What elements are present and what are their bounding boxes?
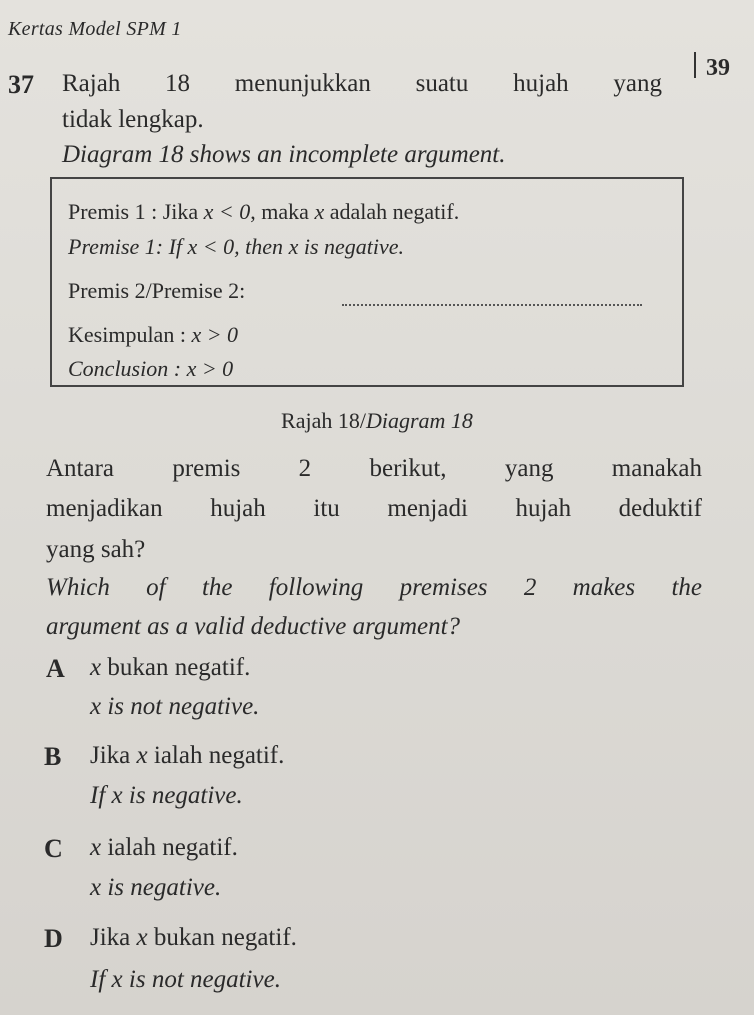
option-b-ms-var: x (136, 742, 148, 769)
option-d-letter: D (44, 924, 63, 953)
option-c-letter: C (44, 834, 63, 863)
option-d-ms-var: x (136, 924, 148, 951)
conclusion-ms (68, 322, 238, 348)
prompt-en-line1: Which of the following premises 2 makes the (46, 574, 702, 601)
premise2-label: Premis 2/Premise 2: (68, 278, 246, 303)
option-d-en-text: is not negative. (128, 966, 281, 993)
option-a-en-text: is not negative. (107, 693, 260, 720)
option-d-ms-text: bukan negatif. (153, 924, 297, 951)
premise1-en-end: is negative. (303, 234, 405, 259)
premise1-en (68, 234, 404, 260)
option-c-ms-text: ialah negatif. (107, 834, 238, 861)
option-b-ms-text: ialah negatif. (153, 742, 285, 769)
option-b-en-text: is negative. (128, 782, 243, 809)
question-number: 37 (8, 70, 34, 99)
premise1-ms-then: , maka (250, 199, 309, 224)
premise1-ms (68, 199, 459, 225)
premise1-ms-end: adalah negatif. (329, 199, 460, 224)
option-d-ms-pre: Jika (90, 924, 131, 951)
option-a-ms (90, 654, 250, 682)
premise1-ms-condition: x < 0 (203, 199, 251, 224)
conclusion-ms-label: Kesimpulan : (68, 322, 186, 347)
option-b-en (90, 782, 243, 810)
diagram-caption (0, 408, 754, 434)
caption-en: Diagram 18 (365, 408, 473, 433)
option-b-ms (90, 742, 284, 770)
margin-divider (694, 52, 696, 78)
premise1-ms-variable: x (314, 199, 325, 224)
option-a-en (90, 693, 259, 721)
question-intro-ms-line1: Rajah 18 menunjukkan suatu hujah yang (62, 70, 662, 97)
option-c-en (90, 874, 221, 902)
conclusion-ms-value: x > 0 (191, 322, 239, 347)
conclusion-en (68, 356, 233, 382)
option-c-en-text: is negative. (107, 874, 222, 901)
prompt-en-line2: argument as a valid deductive argument? (46, 613, 461, 640)
paper-header: Kertas Model SPM 1 (8, 18, 182, 40)
prompt-ms-line2: menjadikan hujah itu menjadi hujah deduktif (46, 495, 702, 522)
option-a-en-var: x (90, 693, 102, 720)
option-d-ms (90, 924, 297, 952)
page-number: 39 (706, 55, 730, 81)
option-b-letter: B (44, 742, 62, 771)
option-b-en-var: x (111, 782, 123, 809)
prompt-ms-line1: Antara premis 2 berikut, yang manakah (46, 455, 702, 482)
prompt-ms-line3: yang sah? (46, 536, 146, 563)
premise1-en-variable: x (288, 234, 299, 259)
option-a-ms-text: bukan negatif. (107, 654, 251, 681)
option-a-letter: A (46, 654, 65, 683)
premise1-en-label: Premise 1: If (68, 234, 183, 259)
premise1-ms-label: Premis 1 : Jika (68, 199, 199, 224)
premise1-en-then: , then (234, 234, 284, 259)
caption-ms: Rajah 18/ (281, 408, 366, 433)
premise2-blank (342, 302, 642, 306)
question-intro-ms-line2: tidak lengkap. (62, 106, 204, 133)
option-c-ms (90, 834, 238, 862)
option-a-ms-var: x (90, 654, 102, 681)
option-c-ms-var: x (90, 834, 102, 861)
option-b-en-pre: If (90, 782, 106, 809)
option-d-en-var: x (111, 966, 123, 993)
conclusion-en-value: x > 0 (186, 356, 234, 381)
option-d-en (90, 966, 281, 994)
question-intro-en: Diagram 18 shows an incomplete argument. (62, 141, 506, 168)
conclusion-en-label: Conclusion : (68, 356, 182, 381)
option-b-ms-pre: Jika (90, 742, 131, 769)
option-c-en-var: x (90, 874, 102, 901)
option-d-en-pre: If (90, 966, 106, 993)
argument-diagram-box (50, 177, 684, 387)
premise1-en-condition: x < 0 (187, 234, 235, 259)
